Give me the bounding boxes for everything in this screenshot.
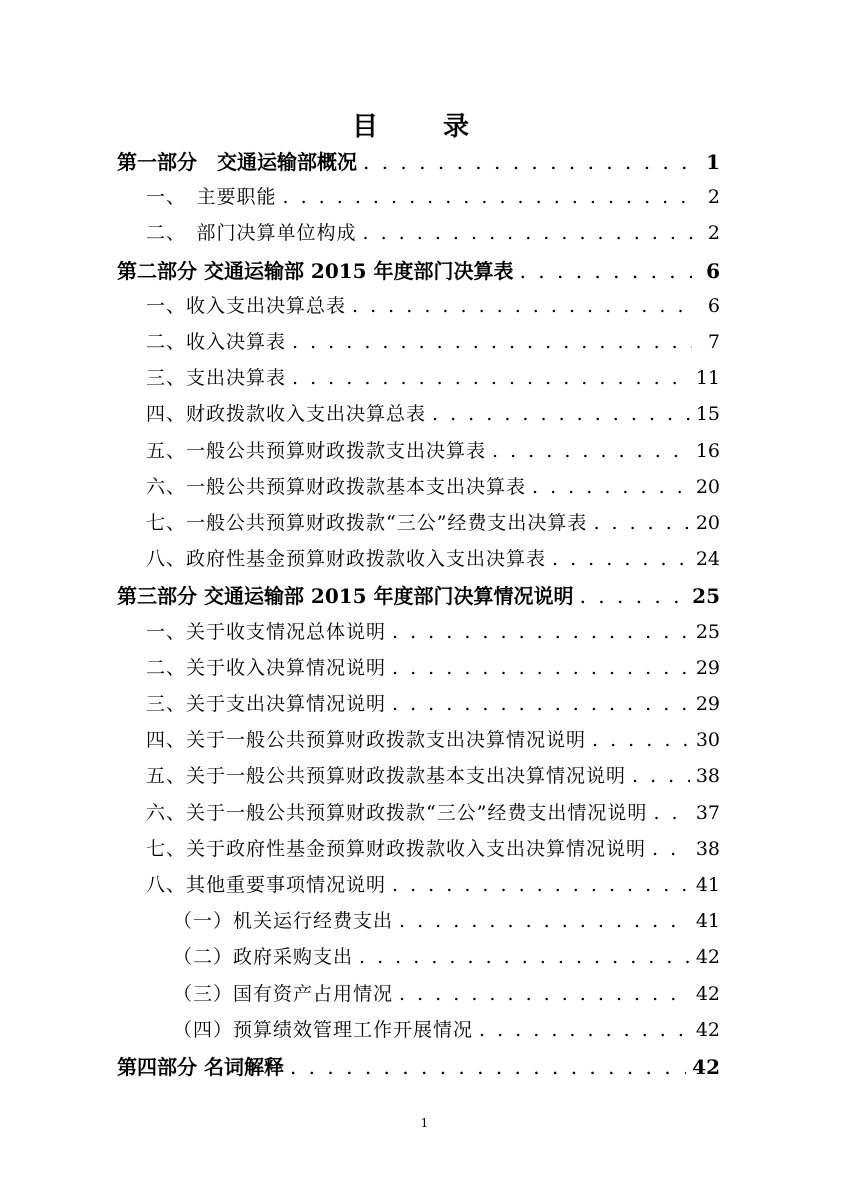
toc-entry[interactable] [173,906,720,933]
toc-dot-leader [292,331,692,353]
toc-entry[interactable] [146,291,720,318]
toc-dot-leader [432,403,690,425]
toc-entry-page: 42 [695,982,720,1005]
toc-entry-text: 五、一般公共预算财政拨款支出决算表 [146,439,487,462]
toc-entry-text: 三、支出决算表 [146,367,287,390]
toc-entry[interactable] [146,761,720,788]
toc-entry-page: 6 [707,294,720,317]
toc-dot-leader [632,765,690,787]
toc-entry-text: （二）政府采购支出 [173,946,354,969]
toc-entry-text: 一、关于收支情况总体说明 [146,620,387,643]
toc-entry[interactable] [146,472,720,499]
toc-entry-page: 42 [692,1055,720,1079]
toc-title: 目 录 [351,112,498,142]
toc-entry-text: 八、政府性基金预算财政拨款收入支出决算表 [146,548,547,571]
toc-entry-page: 25 [695,620,720,643]
toc-dot-leader [363,222,692,244]
toc-entry-page: 11 [695,367,720,390]
toc-entry-text: 六、一般公共预算财政拨款基本支出决算表 [146,475,527,498]
toc-entry[interactable] [146,870,720,897]
toc-entry-text: 四、财政拨款收入支出决算总表 [146,403,427,426]
toc-entry-page: 20 [695,512,720,534]
toc-entry[interactable] [117,580,720,609]
toc-dot-leader [283,186,692,208]
toc-entry-page: 37 [695,801,720,824]
toc-dot-leader [399,983,690,1005]
toc-entry-text: 八、其他重要事项情况说明 [146,874,387,896]
toc-entry-text: （三）国有资产占用情况 [173,982,394,1005]
toc-entry-text: 二、关于收入决算情况说明 [146,656,387,679]
toc-entry-page: 41 [695,874,720,896]
toc-entry-text: 四、关于一般公共预算财政拨款支出决算情况说明 [146,729,587,752]
toc-dot-leader [392,874,690,896]
toc-entry[interactable] [117,1051,720,1080]
toc-entry-page: 2 [707,186,720,209]
toc-entry-page: 42 [695,946,720,969]
toc-dot-leader [532,476,690,498]
toc-entry[interactable] [146,327,720,354]
toc-entry-text: 五、关于一般公共预算财政拨款基本支出决算情况说明 [146,765,627,788]
toc-dot-leader [580,584,687,608]
toc-entry[interactable] [146,725,720,752]
toc-dot-leader [359,946,690,968]
toc-dot-leader [479,1019,690,1041]
toc-entry-page: 20 [695,475,720,498]
toc-entry[interactable] [117,255,720,284]
toc-entry-page: 38 [695,837,720,860]
toc-entry-text: 七、一般公共预算财政拨款“三公”经费支出决算表 [146,512,588,534]
toc-entry[interactable] [146,363,720,390]
toc-entry-page: 29 [695,693,720,715]
toc-entry-page: 24 [695,548,720,571]
toc-entry[interactable] [173,942,720,969]
toc-entry-text: 二、收入决算表 [146,331,287,353]
toc-entry-page: 25 [692,584,720,609]
toc-entry-page: 2 [707,222,720,245]
toc-dot-leader [492,440,690,462]
toc-dot-leader [363,150,692,174]
toc-entry[interactable] [146,653,720,680]
toc-entry[interactable] [146,399,720,426]
toc-entry-text: 第三部分 交通运输部 2015 年度部门决算情况说明 [117,584,574,609]
toc-entry[interactable] [117,146,720,175]
toc-entry[interactable] [146,436,720,463]
toc-dot-leader [352,295,692,317]
toc-dot-leader [292,367,690,389]
toc-entry-page: 38 [695,765,720,788]
toc-entry[interactable] [173,979,720,1006]
toc-dot-leader [392,621,690,643]
toc-entry[interactable] [146,617,720,644]
toc-entry-text: 一、 主要职能 [146,186,277,209]
toc-entry[interactable] [173,1015,720,1042]
toc-entry-text: 七、关于政府性基金预算财政拨款收入支出决算情况说明 [146,837,647,860]
toc-entry-text: 二、 部门决算单位构成 [146,222,357,245]
toc-entry-page: 6 [706,258,720,283]
toc-dot-leader [653,802,689,824]
toc-entry[interactable] [146,798,720,825]
toc-entry-text: 第四部分 名词解释 [117,1055,284,1079]
toc-entry-page: 42 [695,1018,720,1041]
toc-entry-text: 第一部分 交通运输部概况 [117,150,357,174]
toc-entry[interactable] [146,689,720,716]
toc-dot-leader [592,729,690,751]
toc-entry-page: 16 [695,439,720,462]
toc-entry-page: 29 [695,656,720,679]
toc-entry-page: 15 [695,403,720,426]
toc-entry[interactable] [146,834,720,861]
toc-dot-leader [593,512,689,534]
toc-entry-text: 一、收入支出决算总表 [146,294,347,317]
toc-entry-text: （四）预算绩效管理工作开展情况 [173,1018,474,1041]
toc-dot-leader [399,910,690,932]
toc-entry[interactable] [146,218,720,245]
toc-entry-text: （一）机关运行经费支出 [173,910,394,933]
toc-entry-text: 三、关于支出决算情况说明 [146,693,387,715]
toc-entry[interactable] [146,182,720,209]
toc-entry-text: 六、关于一般公共预算财政拨款“三公”经费支出情况说明 [146,801,648,824]
toc-dot-leader [392,693,690,715]
toc-entry-text: 第二部分 交通运输部 2015 年度部门决算表 [117,258,514,283]
toc-dot-leader [652,838,690,860]
toc-entry[interactable] [146,544,720,571]
toc-dot-leader [392,657,690,679]
page-number: 1 [420,1116,429,1130]
toc-entry-page: 1 [706,150,720,174]
toc-dot-leader [520,259,692,283]
toc-entry[interactable] [146,508,720,535]
toc-entry-page: 7 [707,331,720,353]
toc-entry-page: 30 [695,729,720,752]
toc-dot-leader [552,548,690,570]
toc-dot-leader [290,1055,686,1079]
toc-entry-page: 41 [695,910,720,933]
